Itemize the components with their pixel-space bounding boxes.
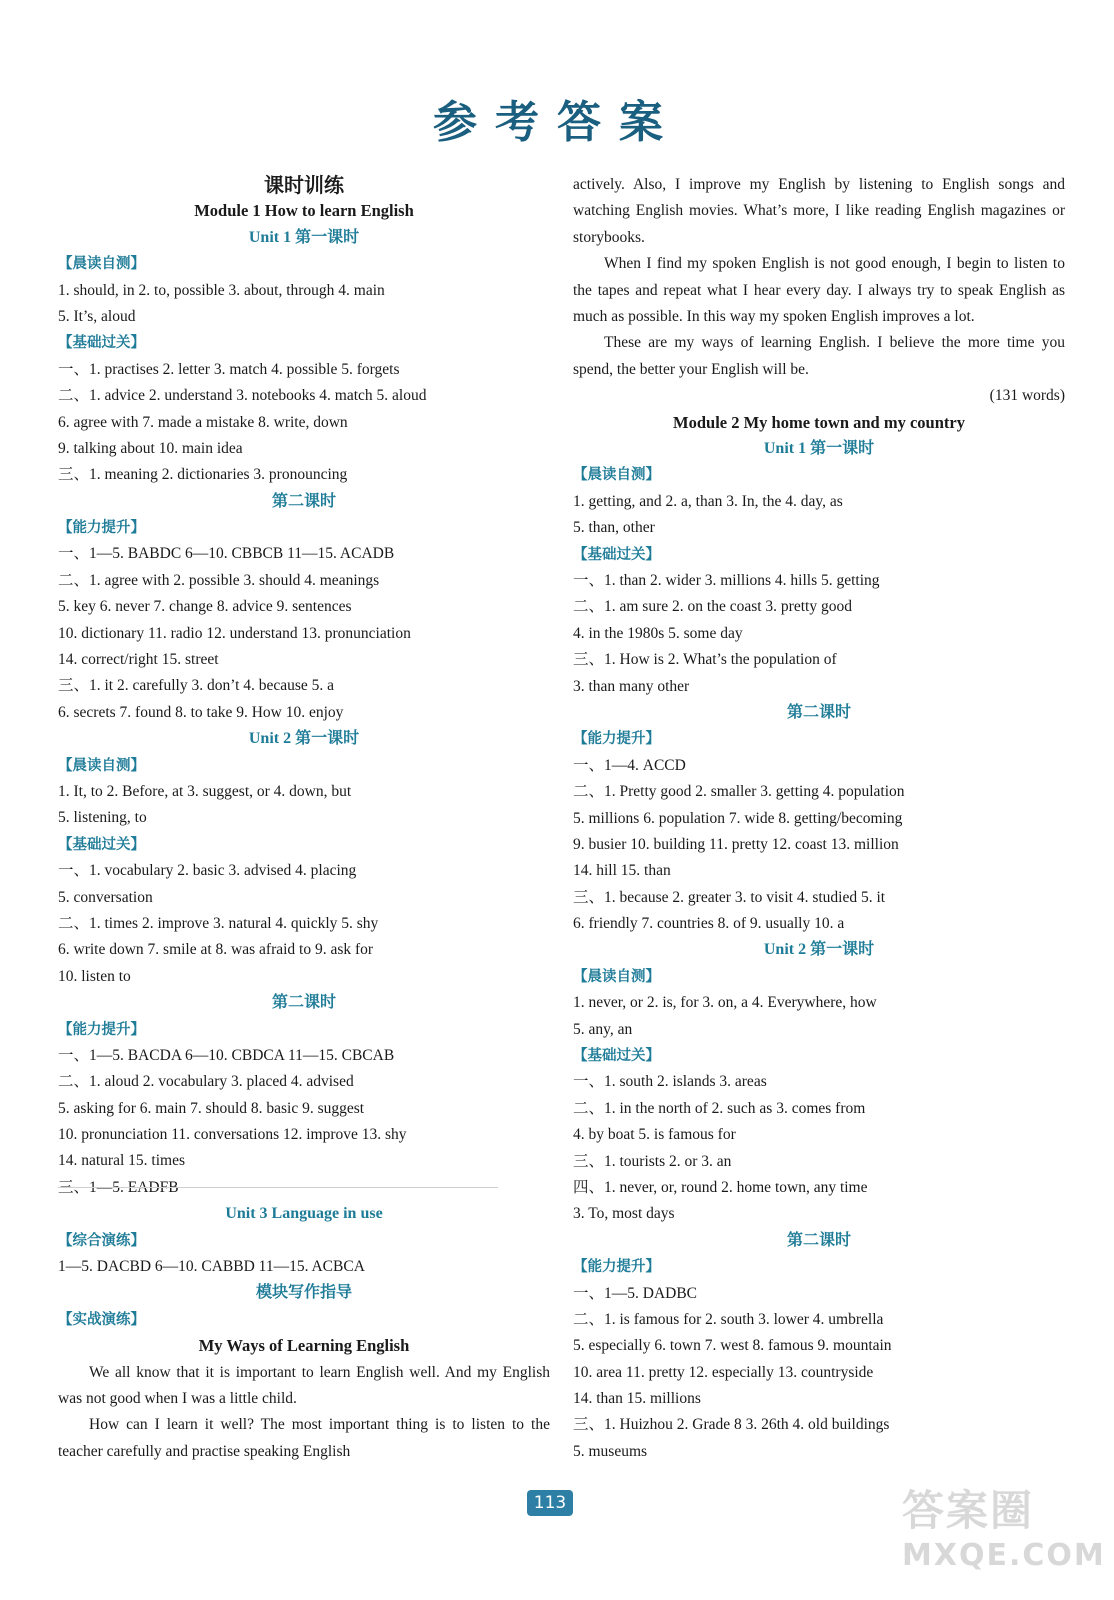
answer-line: 二、1. is famous for 2. south 3. lower 4. umbrella [573,1310,884,1328]
unit-heading: Unit 1 第一课时 [248,228,360,246]
unit-heading: Unit 1 第一课时 [763,440,875,458]
exercise-label: 【基础过关】 [573,546,660,563]
exercise-label: 【能力提升】 [573,1259,660,1276]
answer-line: 5. key 6. never 7. change 8. advice 9. sentences [58,598,352,616]
answer-line: 三、1. Huizhou 2. Grade 8 3. 26th 4. old buildings [573,1416,890,1434]
answer-line: 1. It, to 2. Before, at 3. suggest, or 4. down, but [58,782,352,800]
unit-heading: Unit 2 第一课时 [248,730,360,748]
unit-heading: 第二课时 [786,703,851,721]
page-title: 参考答案 [433,97,681,148]
module-heading: My Ways of Learning English [198,1336,410,1356]
answer-line: 14. than 15. millions [573,1390,701,1408]
exercise-label: 【基础过关】 [573,1048,660,1065]
answer-line: 三、1. it 2. carefully 3. don’t 4. because 5. a [58,677,335,695]
watermark-text-bottom: MXQE.COM [902,1538,1106,1573]
exercise-label: 【晨读自测】 [573,968,660,985]
answer-line: 3. than many other [573,677,690,695]
module-heading: Module 2 My home town and my country [673,412,965,432]
exercise-label: 【能力提升】 [573,731,660,748]
answer-line: 1. getting, and 2. a, than 3. In, the 4. day, as [573,492,843,510]
exercise-label: 【晨读自测】 [58,757,145,774]
answer-line: 二、1. in the north of 2. such as 3. comes from [573,1099,866,1117]
answer-line: 一、1. practises 2. letter 3. match 4. possible 5. forgets [58,360,400,378]
answer-line: 10. dictionary 11. radio 12. understand 13. pronunciation [58,624,411,642]
answer-line: 5. conversation [58,888,153,906]
exercise-label: 【基础过关】 [58,836,145,853]
answer-line: 10. area 11. pretty 12. especially 13. countryside [573,1363,874,1381]
left-column [58,172,550,1465]
answer-line: 二、1. advice 2. understand 3. notebooks 4. match 5. aloud [58,387,427,405]
answer-line: 四、1. never, or, round 2. home town, any time [573,1178,868,1196]
answer-line: 9. busier 10. building 11. pretty 12. coast 13. million [573,835,899,853]
answer-line: 三、1. meaning 2. dictionaries 3. pronouncing [58,466,348,484]
watermark-logo [902,1478,1106,1578]
answer-line: 1. should, in 2. to, possible 3. about, through 4. main [58,281,385,299]
unit-heading: 第二课时 [271,994,336,1012]
answer-line: 5. than, other [573,519,655,537]
answer-line: 6. secrets 7. found 8. to take 9. How 10. enjoy [58,703,344,721]
answer-line: 14. hill 15. than [573,862,671,880]
exercise-label: 【综合演练】 [58,1232,145,1249]
answer-line: 一、1—5. BACDA 6—10. CBDCA 11—15. CBCAB [58,1046,395,1064]
section-heading: 课时训练 [264,173,344,197]
essay-paragraph: When I find my spoken English is not good enough, I begin to listen to the tapes and repeat what I hear every day. I always try to speak English as much as possible. In this way my spoken English improves a lot. [573,255,1065,326]
answer-line: 二、1. agree with 2. possible 3. should 4. meanings [58,571,380,589]
exercise-label: 【晨读自测】 [58,256,145,273]
answer-line: 二、1. aloud 2. vocabulary 3. placed 4. advised [58,1073,354,1091]
answer-line: 6. write down 7. smile at 8. was afraid to 9. ask for [58,941,374,959]
answer-line: 一、1—5. DADBC [573,1284,698,1302]
answer-line: 4. in the 1980s 5. some day [573,624,743,642]
answer-line: 4. by boat 5. is famous for [573,1126,736,1144]
essay-paragraph: actively. Also, I improve my English by listening to English songs and watching English movies. What’s more, I like reading English magazines or storybooks. [573,176,1065,246]
page-number: 113 [527,1490,573,1516]
unit-heading: 模块写作指导 [255,1284,352,1302]
answer-line: 10. pronunciation 11. conversations 12. improve 13. shy [58,1126,407,1144]
answer-line: 一、1—4. ACCD [573,756,686,774]
answer-line: 三、1—5. EADFB [58,1178,179,1196]
answer-line: 6. friendly 7. countries 8. of 9. usually 10. a [573,915,845,933]
answer-line: 5. asking for 6. main 7. should 8. basic 9. suggest [58,1099,365,1117]
unit-heading: 第二课时 [786,1231,851,1249]
answer-line: 一、1. than 2. wider 3. millions 4. hills 5. getting [573,571,880,589]
exercise-label: 【晨读自测】 [573,467,660,484]
module-heading: Module 1 How to learn English [194,201,414,221]
exercise-label: 【实战演练】 [58,1311,145,1328]
answer-line: 1—5. DACBD 6—10. CABBD 11—15. ACBCA [58,1258,365,1276]
answer-line: 14. natural 15. times [58,1152,185,1170]
answer-line: 14. correct/right 15. street [58,651,219,669]
unit-heading: 第二课时 [271,492,336,510]
answer-line: 三、1. How is 2. What’s the population of [573,651,837,669]
answer-line: 一、1. south 2. islands 3. areas [573,1073,767,1091]
answer-line: 5. listening, to [58,809,147,827]
answer-line: 9. talking about 10. main idea [58,439,243,457]
answer-line: 一、1—5. BABDC 6—10. CBBCB 11—15. ACADB [58,545,395,563]
exercise-label: 【能力提升】 [58,520,145,537]
word-count: (131 words) [989,387,1065,405]
watermark-text-top: 答案圈 [902,1486,1035,1535]
answer-line: 二、1. am sure 2. on the coast 3. pretty good [573,598,852,616]
unit-heading: Unit 3 Language in use [225,1205,383,1223]
exercise-label: 【基础过关】 [58,335,145,352]
essay-paragraph: These are my ways of learning English. I believe the more time you spend, the better your English will be. [573,334,1065,378]
essay-paragraph: We all know that it is important to learn English well. And my English was not good when I was a little child. [58,1363,550,1407]
answer-line: 10. listen to [58,967,131,985]
section-divider [58,1187,498,1188]
answer-line: 二、1. times 2. improve 3. natural 4. quickly 5. shy [58,914,379,932]
answer-line: 三、1. tourists 2. or 3. an [573,1152,732,1170]
answer-line: 三、1. because 2. greater 3. to visit 4. studied 5. it [573,888,886,906]
answer-line: 5. any, an [573,1020,633,1038]
exercise-label: 【能力提升】 [58,1021,145,1038]
answer-line: 5. millions 6. population 7. wide 8. getting/becoming [573,809,903,827]
answer-line: 一、1. vocabulary 2. basic 3. advised 4. placing [58,862,357,880]
essay-paragraph: How can I learn it well? The most important thing is to listen to the teacher carefully and practise speaking English [58,1416,550,1460]
answer-line: 5. It’s, aloud [58,307,136,325]
answer-line: 1. never, or 2. is, for 3. on, a 4. Everywhere, how [573,994,877,1012]
right-column [573,172,1065,1465]
answer-line: 6. agree with 7. made a mistake 8. write, down [58,413,348,431]
answer-line: 5. especially 6. town 7. west 8. famous 9. mountain [573,1337,892,1355]
answer-line: 二、1. Pretty good 2. smaller 3. getting 4. population [573,783,905,801]
answer-line: 3. To, most days [573,1205,675,1223]
unit-heading: Unit 2 第一课时 [763,941,875,959]
answer-line: 5. museums [573,1442,648,1460]
